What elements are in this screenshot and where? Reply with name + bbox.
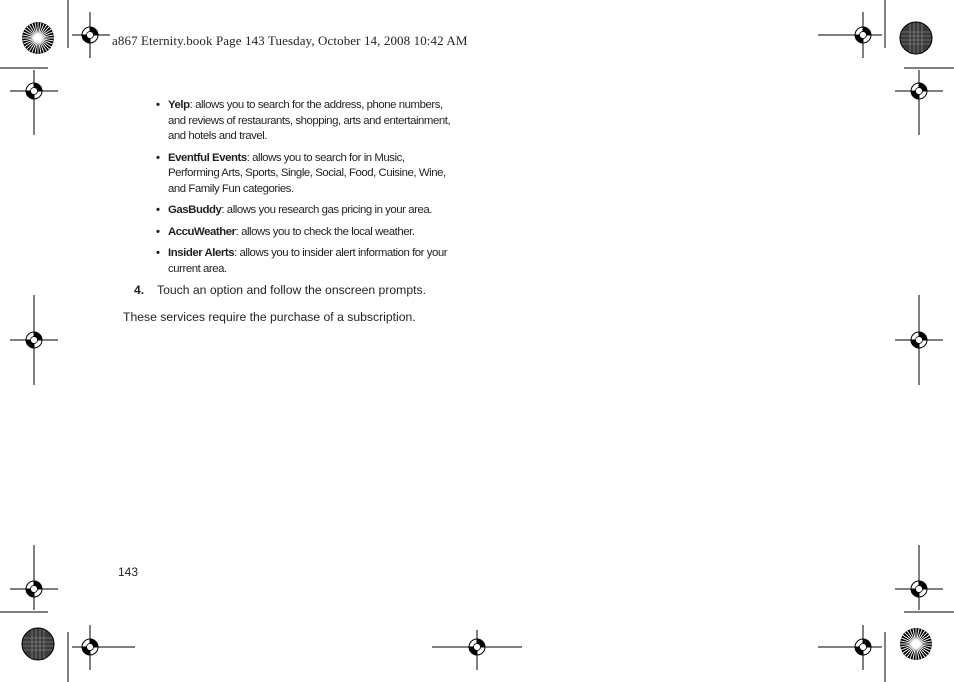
service-description: : allows you to search for the address, phone numbers, and reviews of restaurants, shopping, arts and entertainment, and hotels and travel. <box>168 99 451 142</box>
bullet-dot: • <box>156 99 160 111</box>
service-name: Yelp <box>168 99 190 111</box>
service-description: : allows you research gas pricing in your area. <box>221 204 432 216</box>
subscription-note: These services require the purchase of a subscription. <box>123 310 416 324</box>
page-number: 143 <box>118 565 139 579</box>
bullet-dot: • <box>156 247 160 259</box>
bullet-dot: • <box>156 225 160 238</box>
print-header: a867 Eternity.book Page 143 Tuesday, October 14, 2008 10:42 AM <box>112 33 468 48</box>
service-name: AccuWeather <box>168 225 236 238</box>
bullet-dot: • <box>156 204 160 216</box>
bullet-dot: • <box>156 151 160 164</box>
list-item <box>156 98 456 145</box>
step-instruction <box>134 283 426 297</box>
service-name: Insider Alerts <box>168 247 235 259</box>
service-description: : allows you to check the local weather. <box>235 225 415 238</box>
service-name: GasBuddy <box>168 204 222 216</box>
list-item <box>156 225 456 241</box>
list-item <box>156 203 456 219</box>
list-item <box>156 151 456 198</box>
step-text: Touch an option and follow the onscreen prompts. <box>157 283 426 297</box>
service-description: : allows you to search for in Music, Performing Arts, Sports, Single, Social, Food, Cuisine, Wine, and Family Fun categories. <box>168 151 446 195</box>
service-name: Eventful Events <box>168 151 247 164</box>
list-item <box>156 246 456 277</box>
step-number: 4. <box>134 283 145 297</box>
service-description: : allows you to insider alert information for your current area. <box>168 247 448 275</box>
services-list <box>156 98 456 283</box>
